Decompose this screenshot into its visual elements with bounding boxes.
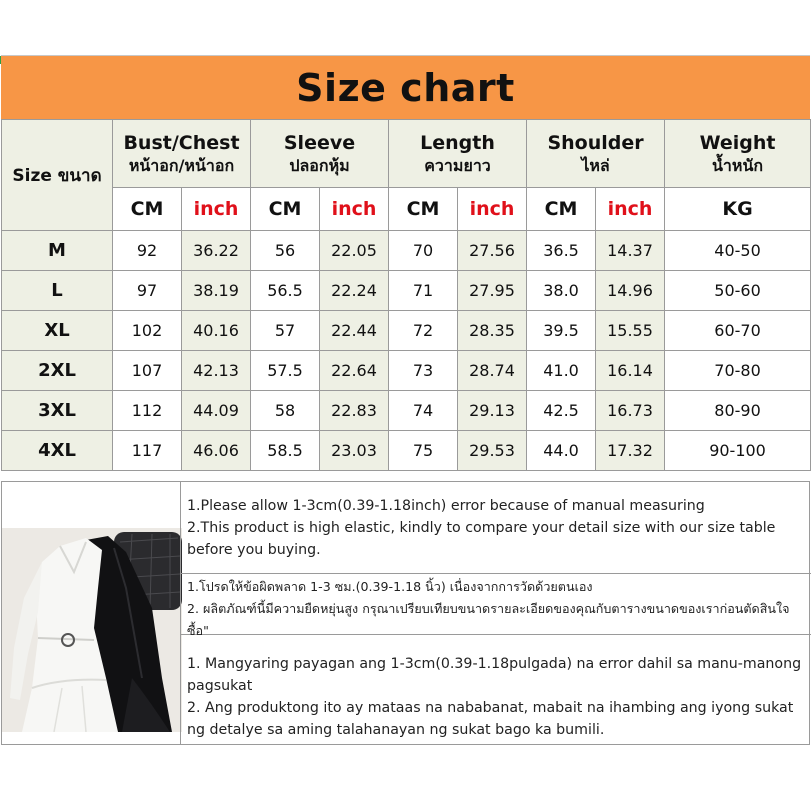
table-cell: 36.22: [182, 231, 251, 271]
table-cell: 44.0: [527, 431, 596, 471]
length-header: Length ความยาว: [389, 120, 527, 188]
table-cell: 42.5: [527, 391, 596, 431]
table-cell: 27.56: [458, 231, 527, 271]
table-cell: 41.0: [527, 351, 596, 391]
table-row: [2, 431, 811, 471]
title-bar: [1, 55, 810, 119]
unit-header: inch: [182, 188, 251, 231]
table-cell: 44.09: [182, 391, 251, 431]
table-cell: 57.5: [251, 351, 320, 391]
table-cell: 102: [113, 311, 182, 351]
page-title: Size chart: [296, 65, 515, 110]
table-cell: 28.74: [458, 351, 527, 391]
table-cell: 29.53: [458, 431, 527, 471]
table-cell: 112: [113, 391, 182, 431]
table-cell: 71: [389, 271, 458, 311]
table-cell: 22.64: [320, 351, 389, 391]
notes-section: [1, 481, 810, 745]
table-cell: 14.37: [596, 231, 665, 271]
table-cell: 46.06: [182, 431, 251, 471]
table-cell: 16.73: [596, 391, 665, 431]
unit-header: CM: [113, 188, 182, 231]
table-cell: 73: [389, 351, 458, 391]
size-cell: L: [2, 271, 113, 311]
size-cell: 3XL: [2, 391, 113, 431]
weight-header: Weight น้ำหนัก: [665, 120, 811, 188]
table-cell: 14.96: [596, 271, 665, 311]
tagalog-notes: [181, 653, 811, 741]
size-cell: XL: [2, 311, 113, 351]
size-table: [1, 119, 811, 471]
table-cell: 38.19: [182, 271, 251, 311]
table-cell: 56.5: [251, 271, 320, 311]
product-dress-image: [2, 528, 182, 732]
table-cell: 97: [113, 271, 182, 311]
table-cell: 58.5: [251, 431, 320, 471]
table-cell: 22.83: [320, 391, 389, 431]
table-row: [2, 271, 811, 311]
table-cell: 29.13: [458, 391, 527, 431]
note-line: 2.This product is high elastic, kindly to compare your detail size with our size table before you buying.: [187, 520, 776, 558]
note-line: 1. Mangyaring payagan ang 1-3cm(0.39-1.18pulgada) na error dahil sa manu-manong pagsukat: [187, 656, 802, 694]
table-cell: 80-90: [665, 391, 811, 431]
size-header: Size ขนาด: [2, 120, 113, 231]
unit-header: inch: [458, 188, 527, 231]
shoulder-header: Shoulder ไหล่: [527, 120, 665, 188]
table-cell: 58: [251, 391, 320, 431]
table-cell: 56: [251, 231, 320, 271]
size-cell: M: [2, 231, 113, 271]
table-cell: 74: [389, 391, 458, 431]
table-cell: 38.0: [527, 271, 596, 311]
table-cell: 90-100: [665, 431, 811, 471]
product-photo: [2, 528, 182, 732]
table-cell: 42.13: [182, 351, 251, 391]
thai-notes: [181, 573, 811, 638]
table-cell: 92: [113, 231, 182, 271]
unit-header: CM: [389, 188, 458, 231]
note-line: 2. ผลิตภัณฑ์นี้มีความยืดหยุ่นสูง กรุณาเปรียบเทียบขนาดรายละเอียดของคุณกับตารางขนาดของเราก่อนตัดสินใจซื้อ": [187, 601, 790, 638]
table-cell: 107: [113, 351, 182, 391]
notes-panel: [180, 481, 810, 745]
unit-header: CM: [251, 188, 320, 231]
table-row: [2, 231, 811, 271]
size-cell: 4XL: [2, 431, 113, 471]
table-row: [2, 311, 811, 351]
table-cell: 16.14: [596, 351, 665, 391]
table-cell: 22.05: [320, 231, 389, 271]
table-cell: 22.24: [320, 271, 389, 311]
table-cell: 50-60: [665, 271, 811, 311]
table-cell: 70-80: [665, 351, 811, 391]
table-cell: 40.16: [182, 311, 251, 351]
table-cell: 39.5: [527, 311, 596, 351]
table-cell: 28.35: [458, 311, 527, 351]
unit-header: inch: [320, 188, 389, 231]
bust-header: Bust/Chest หน้าอก/หน้าอก: [113, 120, 251, 188]
table-cell: 15.55: [596, 311, 665, 351]
sleeve-header: Sleeve ปลอกหุ้ม: [251, 120, 389, 188]
table-cell: 75: [389, 431, 458, 471]
table-cell: 22.44: [320, 311, 389, 351]
table-cell: 60-70: [665, 311, 811, 351]
table-cell: 70: [389, 231, 458, 271]
note-line: 2. Ang produktong ito ay mataas na nababanat, mabait na ihambing ang iyong sukat ng detalye sa aming talahanayan ng sukat bago ka bumili.: [187, 700, 794, 738]
table-cell: 17.32: [596, 431, 665, 471]
unit-header: inch: [596, 188, 665, 231]
table-row: [2, 391, 811, 431]
table-cell: 40-50: [665, 231, 811, 271]
size-cell: 2XL: [2, 351, 113, 391]
unit-header: KG: [665, 188, 811, 231]
unit-header: CM: [527, 188, 596, 231]
table-cell: 23.03: [320, 431, 389, 471]
table-cell: 57: [251, 311, 320, 351]
table-cell: 36.5: [527, 231, 596, 271]
note-line: 1.โปรดให้ข้อผิดพลาด 1-3 ซม.(0.39-1.18 นิ้ว) เนื่องจากการวัดด้วยตนเอง: [187, 579, 593, 594]
table-cell: 117: [113, 431, 182, 471]
table-cell: 27.95: [458, 271, 527, 311]
table-cell: 72: [389, 311, 458, 351]
table-row: [2, 351, 811, 391]
note-line: 1.Please allow 1-3cm(0.39-1.18inch) error because of manual measuring: [187, 498, 705, 514]
english-notes: [181, 495, 811, 561]
